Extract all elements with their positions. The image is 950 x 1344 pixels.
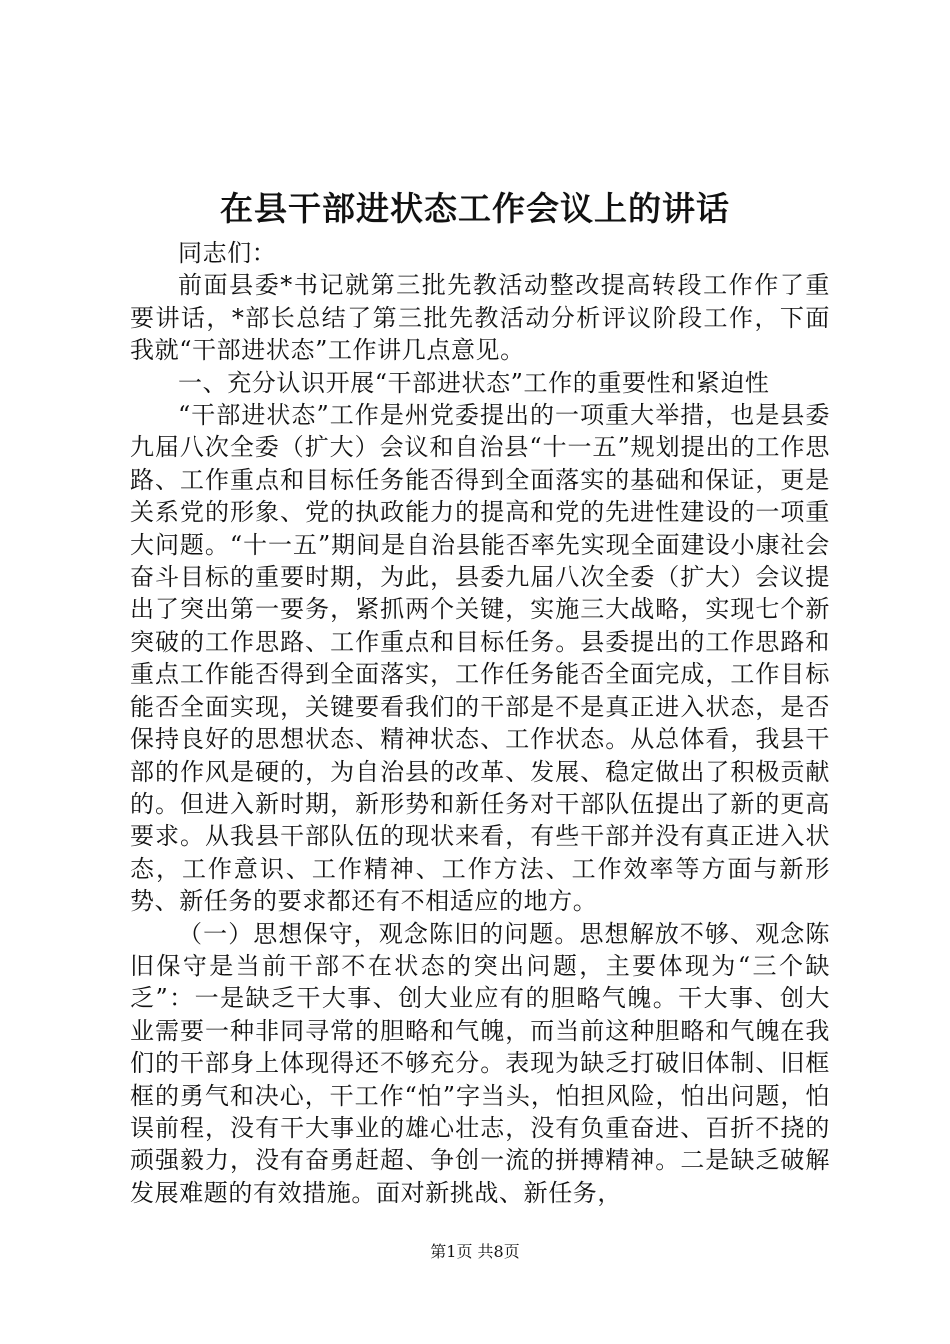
salutation: 同志们：	[178, 239, 277, 267]
document-body	[130, 237, 830, 1209]
section-heading: 一、充分认识开展“干部进状态”工作的重要性和紧迫性	[178, 368, 770, 397]
body-paragraph: （一）思想保守，观念陈旧的问题。思想解放不够、观念陈旧保守是当前干部不在状态的突出问题，主要体现为“三个缺乏”：一是缺乏干大事、创大业应有的胆略气魄。干大事、创大业需要一种非同寻常的胆略和气魄，而当前这种胆略和气魄在我们的干部身上体现得还不够充分。表现为缺乏打破旧体制、旧框框的勇气和决心，干工作“怕”字当头，怕担风险，怕出问题，怕误前程，没有干大事业的雄心壮志，没有负重奋进、百折不挠的顽强毅力，没有奋勇赶超、争创一流的拼搏精神。二是缺乏破解发展难题的有效措施。面对新挑战、新任务，	[130, 919, 830, 1207]
intro-paragraph: 前面县委*书记就第三批先教活动整改提高转段工作作了重要讲话，*部长总结了第三批先教活动分析评议阶段工作，下面我就“干部进状态”工作讲几点意见。	[130, 271, 830, 365]
page-number-footer: 第1页 共8页	[430, 1242, 520, 1261]
document-title: 在县干部进状态工作会议上的讲话	[220, 189, 730, 228]
body-paragraph: “干部进状态”工作是州党委提出的一项重大举措，也是县委九届八次全委（扩大）会议和自治县“十一五”规划提出的工作思路、工作重点和目标任务能否得到全面落实的基础和保证，更是关系党的形象、党的执政能力的提高和党的先进性建设的一项重大问题。“十一五”期间是自治县能否率先实现全面建设小康社会奋斗目标的重要时期，为此，县委九届八次全委（扩大）会议提出了突出第一要务，紧抓两个关键，实施三大战略，实现七个新突破的工作思路、工作重点和目标任务。县委提出的工作思路和重点工作能否得到全面落实，工作任务能否全面完成，工作目标能否全面实现，关键要看我们的干部是不是真正进入状态，是否保持良好的思想状态、精神状态、工作状态。从总体看，我县干部的作风是硬的，为自治县的改革、发展、稳定做出了积极贡献的。但进入新时期，新形势和新任务对干部队伍提出了新的更高要求。从我县干部队伍的现状来看，有些干部并没有真正进入状态，工作意识、工作精神、工作方法、工作效率等方面与新形势、新任务的要求都还有不相适应的地方。	[130, 401, 830, 916]
